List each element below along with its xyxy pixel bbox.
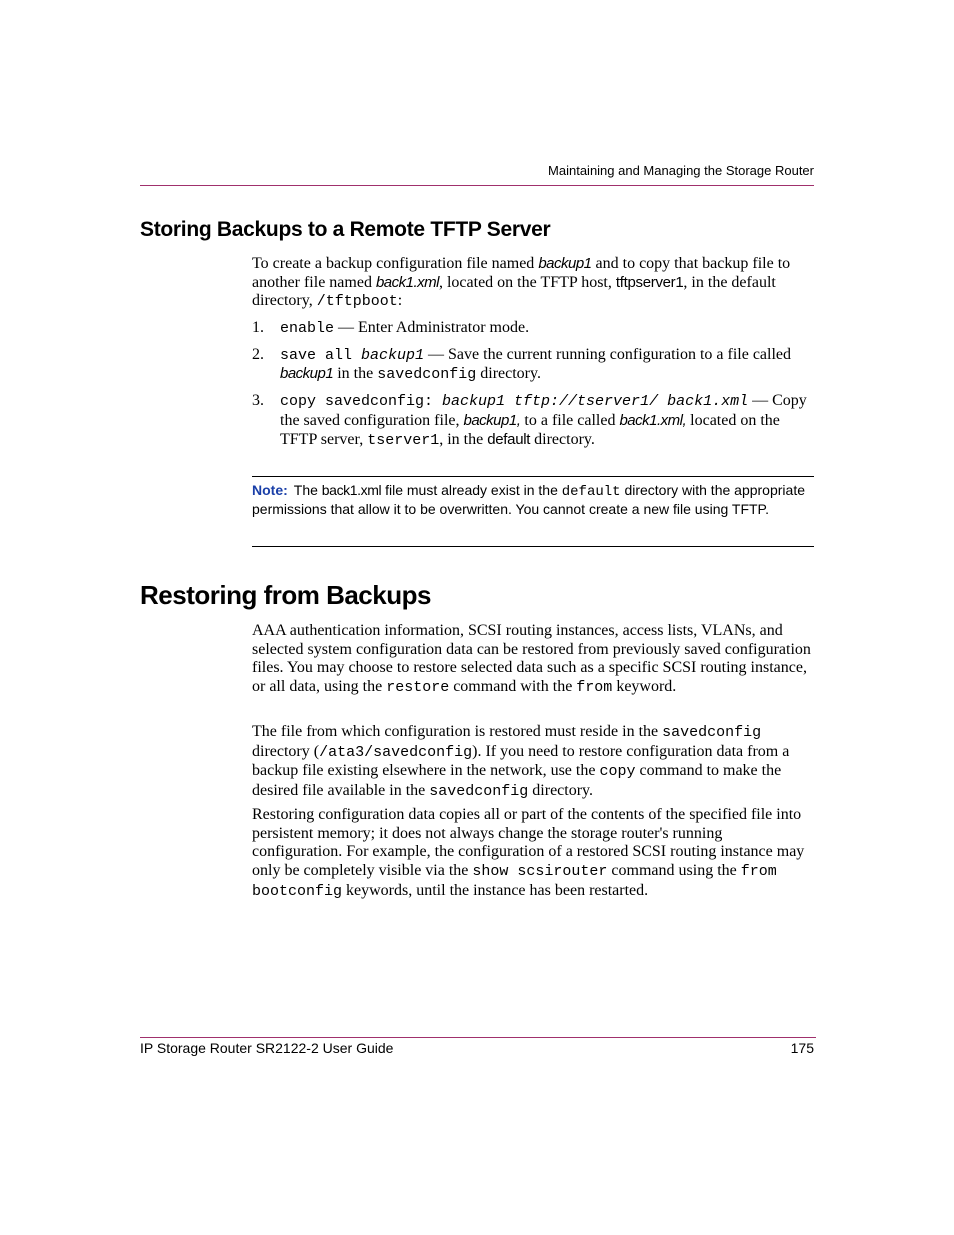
- intro-paragraph: To create a backup configuration file named backup1 and to copy that backup file to another file named back1.xml, located on the TFTP host, tftpserver1, in the default directory, /tftpboot:: [252, 255, 791, 311]
- note-rule-bottom: [252, 546, 814, 547]
- running-header: Maintaining and Managing the Storage Router: [548, 163, 814, 178]
- section-heading-tftp: Storing Backups to a Remote TFTP Server: [140, 218, 551, 241]
- step-item: 3. copy savedconfig: backup1 tftp://tserver1/ back1.xml — Copy the saved configuration file, backup1, to a file called back1.xml, located on the TFTP server, tserver1, in the default directory.: [252, 392, 807, 449]
- note-box: Note: The back1.xml file must already exist in the default directory with the appropriate permissions that allow it to be overwritten. You cannot create a new file using TFTP.: [252, 482, 805, 517]
- note-rule-top: [252, 476, 814, 477]
- restore-paragraph-2: The file from which configuration is restored must reside in the savedconfig directory (/ata3/savedconfig). If you need to restore configuration data from a backup file existing elsewhere in the network, use the copy command to make the desired file available in the savedconfig directory.: [252, 723, 790, 801]
- step-item: 1. enable — Enter Administrator mode.: [252, 319, 530, 337]
- footer-rule: [140, 1037, 816, 1038]
- page-number: 175: [790, 1040, 814, 1056]
- footer-title: IP Storage Router SR2122-2 User Guide: [140, 1040, 394, 1056]
- note-label: Note:: [252, 482, 288, 498]
- step-item: 2. save all backup1 — Save the current running configuration to a file called backup1 in the savedconfig directory.: [252, 345, 792, 384]
- section-heading-restore: Restoring from Backups: [140, 580, 431, 610]
- steps-list: [252, 319, 814, 457]
- restore-paragraph-3: Restoring configuration data copies all or part of the contents of the specified file into persistent memory; it does not always change the storage router's running configuration. For example, the configuration of a restored SCSI routing instance may only be completely visible via the show scsirouter command using the from bootconfig keywords, until the instance has been restarted.: [252, 806, 805, 900]
- restore-paragraph-1: AAA authentication information, SCSI routing instances, access lists, VLANs, and selected system configuration data can be restored from previously saved configuration files. You may choose to restore selected data such as a specific SCSI routing instance, or all data, using the restore command with the from keyword.: [252, 622, 811, 697]
- header-rule: [140, 185, 814, 186]
